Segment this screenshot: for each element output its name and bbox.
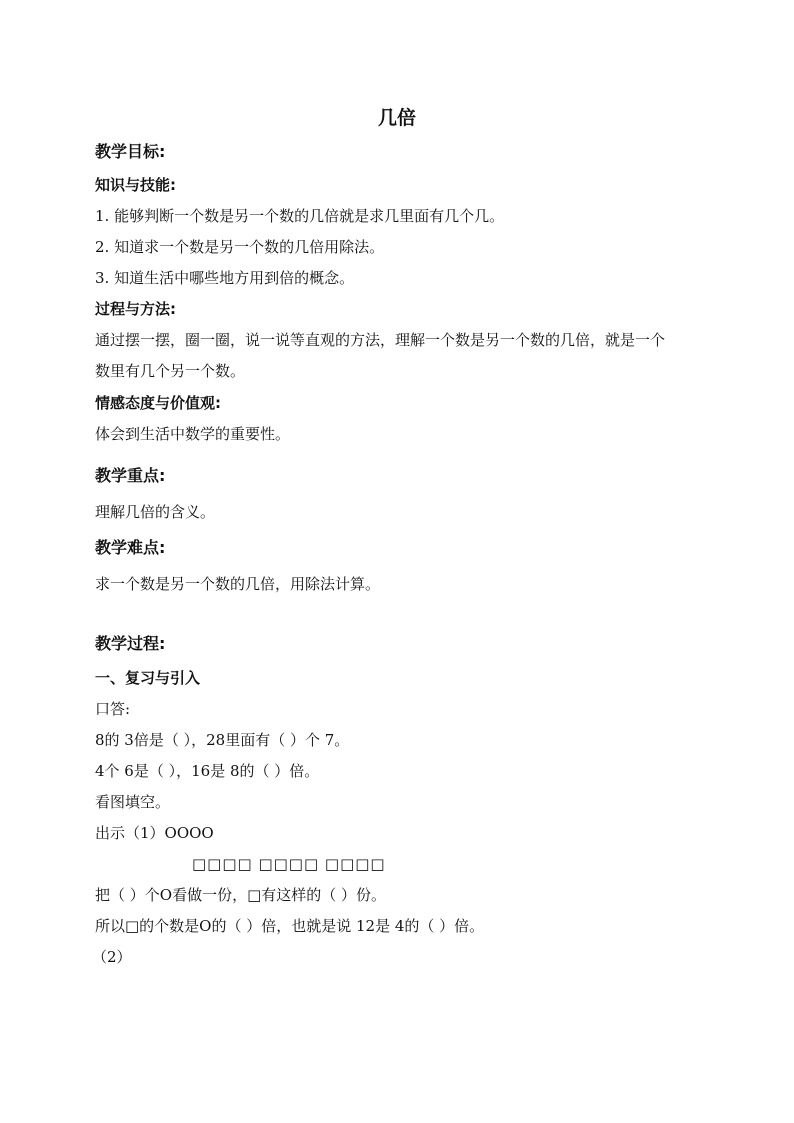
procedure-heading: 教学过程: — [95, 634, 166, 653]
document-title: 几倍 — [377, 107, 416, 129]
fill-question-1: 把（ ）个O看做一份，□有这样的（ ）份。 — [95, 886, 387, 904]
difficulty-text: 求一个数是另一个数的几倍，用除法计算。 — [95, 575, 381, 593]
process-line-1: 通过摆一摆，圈一圈，说一说等直观的方法，理解一个数是另一个数的几倍，就是一个 — [95, 331, 666, 349]
knowledge-item-1: 1. 能够判断一个数是另一个数的几倍就是求几里面有几个几。 — [95, 207, 505, 225]
display-circles-row: 出示（1）OOOO — [95, 824, 214, 842]
key-point-heading: 教学重点: — [95, 466, 166, 485]
attitude-text: 体会到生活中数学的重要性。 — [95, 425, 291, 443]
attitude-heading: 情感态度与价值观: — [95, 394, 221, 412]
review-question-2: 4个 6是（ ），16是 8的（ ）倍。 — [95, 762, 320, 780]
display-item-2-label: （2） — [92, 948, 132, 966]
knowledge-item-3: 3. 知道生活中哪些地方用到倍的概念。 — [95, 269, 355, 287]
section1-heading: 一、复习与引入 — [95, 669, 201, 687]
objectives-heading: 教学目标: — [95, 142, 166, 161]
display-squares-row: □□□□ □□□□ □□□□ — [192, 855, 386, 873]
picture-fill-label: 看图填空。 — [95, 793, 171, 811]
fill-question-2: 所以□的个数是O的（ ）倍，也就是说 12是 4的（ ）倍。 — [95, 917, 485, 935]
knowledge-heading: 知识与技能: — [95, 176, 176, 194]
process-line-2: 数里有几个另一个数。 — [95, 362, 246, 380]
knowledge-item-2: 2. 知道求一个数是另一个数的几倍用除法。 — [95, 238, 385, 256]
key-point-text: 理解几倍的含义。 — [95, 503, 216, 521]
difficulty-heading: 教学难点: — [95, 538, 166, 557]
process-heading: 过程与方法: — [95, 300, 176, 318]
oral-answer-label: 口答: — [95, 700, 131, 718]
review-question-1: 8的 3倍是（ ），28里面有（ ）个 7。 — [95, 731, 350, 749]
